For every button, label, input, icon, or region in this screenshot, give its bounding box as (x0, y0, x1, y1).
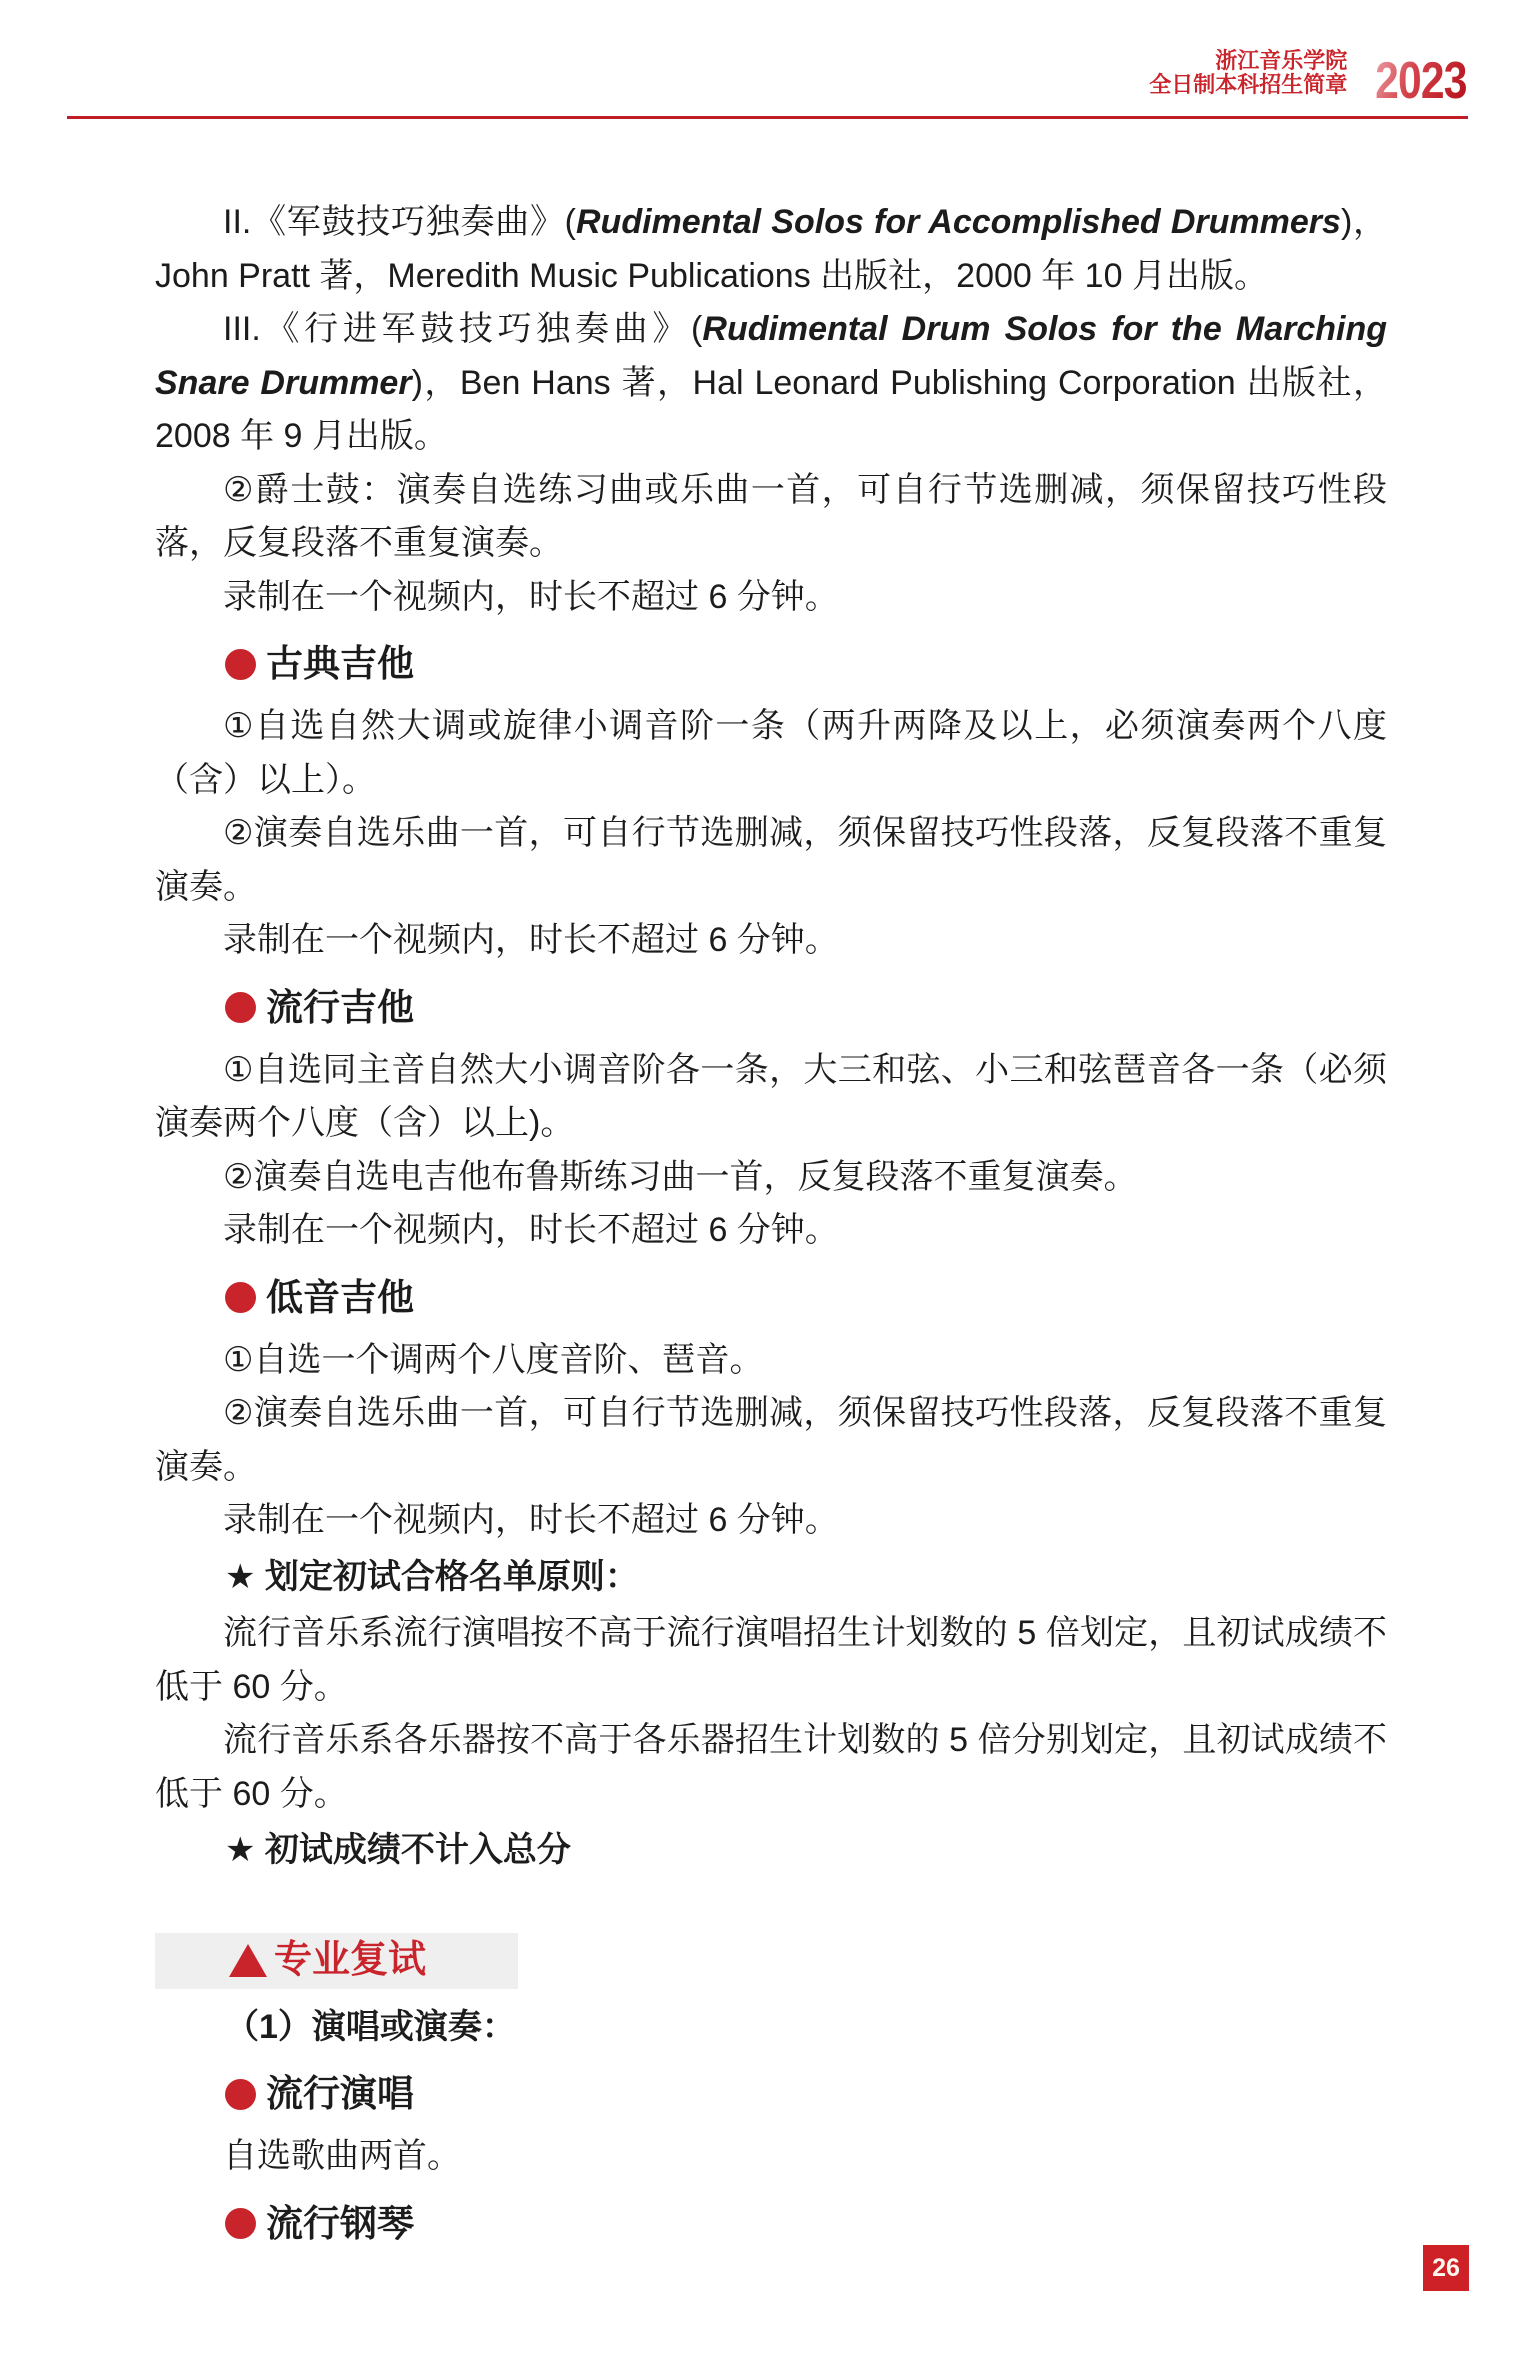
text-run: ②演奏自选电吉他布鲁斯练习曲一首，反复段落不重复演奏。 (223, 1157, 1138, 1196)
masthead-line1: 浙江音乐学院 (1215, 48, 1348, 73)
body-paragraph (155, 807, 1387, 914)
star-note: ★ 划定初试合格名单原则： (225, 1557, 639, 1596)
bullet-section-header (155, 637, 1387, 691)
bullet-section-header (155, 1271, 1387, 1325)
red-bullet-icon (225, 1282, 256, 1313)
text-run: 流行音乐系流行演唱按不高于流行演唱招生计划数的 5 倍划定，且初试成绩不低于 60 分。 (155, 1614, 1387, 1706)
text-run: III.《行进军鼓技巧独奏曲》( (223, 310, 703, 348)
numbered-sub-header: （1）演唱或演奏： (225, 2007, 516, 2046)
bullet-section-label: 古典吉他 (266, 643, 414, 684)
body-paragraph (155, 303, 1387, 464)
bullet-section-header (155, 981, 1387, 1035)
body-paragraph (155, 1044, 1387, 1151)
text-run: 录制在一个视频内，时长不超过 6 分钟。 (223, 1211, 839, 1249)
bullet-section-label: 低音吉他 (266, 1276, 414, 1318)
text-run: 录制在一个视频内，时长不超过 6 分钟。 (223, 921, 839, 959)
text-run: ②演奏自选乐曲一首，可自行节选删减，须保留技巧性段落，反复段落不重复演奏。 (155, 814, 1387, 906)
text-run: )，Ben Hans 著，Hal Leonard Publishing Corporation 出版社，2008 年 9 月出版。 (155, 363, 1387, 455)
red-bullet-icon (225, 992, 256, 1023)
body-paragraph (155, 1494, 1387, 1548)
text-run: ①自选同主音自然大小调音阶各一条，大三和弦、小三和弦琶音各一条（必须演奏两个八度（含）以上)。 (155, 1050, 1387, 1142)
section-banner (155, 1933, 518, 1989)
text-run: ②爵士鼓：演奏自选练习曲或乐曲一首，可自行节选删减，须保留技巧性段落，反复段落不重复演奏。 (155, 470, 1387, 562)
text-run: ②演奏自选乐曲一首，可自行节选删减，须保留技巧性段落，反复段落不重复演奏。 (155, 1394, 1387, 1486)
red-bullet-icon (225, 2079, 256, 2110)
bullet-section-label: 流行钢琴 (266, 2202, 414, 2244)
text-run: 录制在一个视频内，时长不超过 6 分钟。 (223, 577, 839, 616)
body-paragraph (155, 2130, 1387, 2184)
english-title-text: Rudimental Drum Solos for the Marching Snare Drummer (155, 310, 1387, 402)
header-rule-line (67, 116, 1468, 119)
section-banner-label: 专业复试 (274, 1938, 427, 1981)
text-run: )，John Pratt 著，Meredith Music Publications 出版社，2000 年 10 月出版。 (155, 203, 1387, 295)
bullet-section-label: 流行演唱 (266, 2073, 414, 2114)
body-paragraph (155, 1204, 1387, 1258)
body-paragraph (155, 464, 1387, 571)
english-title-text: Rudimental Solos for Accomplished Drummers (576, 203, 1341, 241)
star-note: ★ 初试成绩不计入总分 (225, 1831, 571, 1869)
masthead-year: 2023 (1375, 52, 1467, 110)
red-triangle-icon (229, 1944, 267, 1977)
body-paragraph (155, 1387, 1387, 1494)
text-run: II.《军鼓技巧独奏曲》( (223, 203, 576, 241)
masthead-line2: 全日制本科招生简章 (1149, 72, 1348, 97)
masthead-school-title (1149, 49, 1347, 97)
body-paragraph (155, 196, 1387, 303)
red-bullet-icon (225, 649, 256, 680)
masthead (1149, 48, 1467, 110)
text-run: ①自选自然大调或旋律小调音阶一条（两升两降及以上，必须演奏两个八度（含）以上）。 (155, 707, 1387, 799)
body-paragraph (155, 1334, 1387, 1388)
bullet-section-header (155, 2067, 1387, 2121)
body-paragraph (155, 700, 1387, 807)
text-run: 自选歌曲两首。 (223, 2137, 461, 2175)
document-body (155, 196, 1387, 2260)
bullet-section-header (155, 2197, 1387, 2251)
text-run: 录制在一个视频内，时长不超过 6 分钟。 (223, 1501, 839, 1539)
bullet-section-label: 流行吉他 (266, 986, 414, 1028)
body-paragraph (155, 1714, 1387, 1821)
page-number-badge: 26 (1423, 2245, 1469, 2291)
red-bullet-icon (225, 2208, 256, 2239)
text-run: ①自选一个调两个八度音阶、琶音。 (223, 1340, 764, 1379)
body-paragraph (155, 914, 1387, 968)
body-paragraph (155, 1151, 1387, 1205)
body-paragraph (155, 1607, 1387, 1714)
text-run: 流行音乐系各乐器按不高于各乐器招生计划数的 5 倍分别划定，且初试成绩不低于 60 分。 (155, 1721, 1387, 1813)
body-paragraph (155, 571, 1387, 625)
